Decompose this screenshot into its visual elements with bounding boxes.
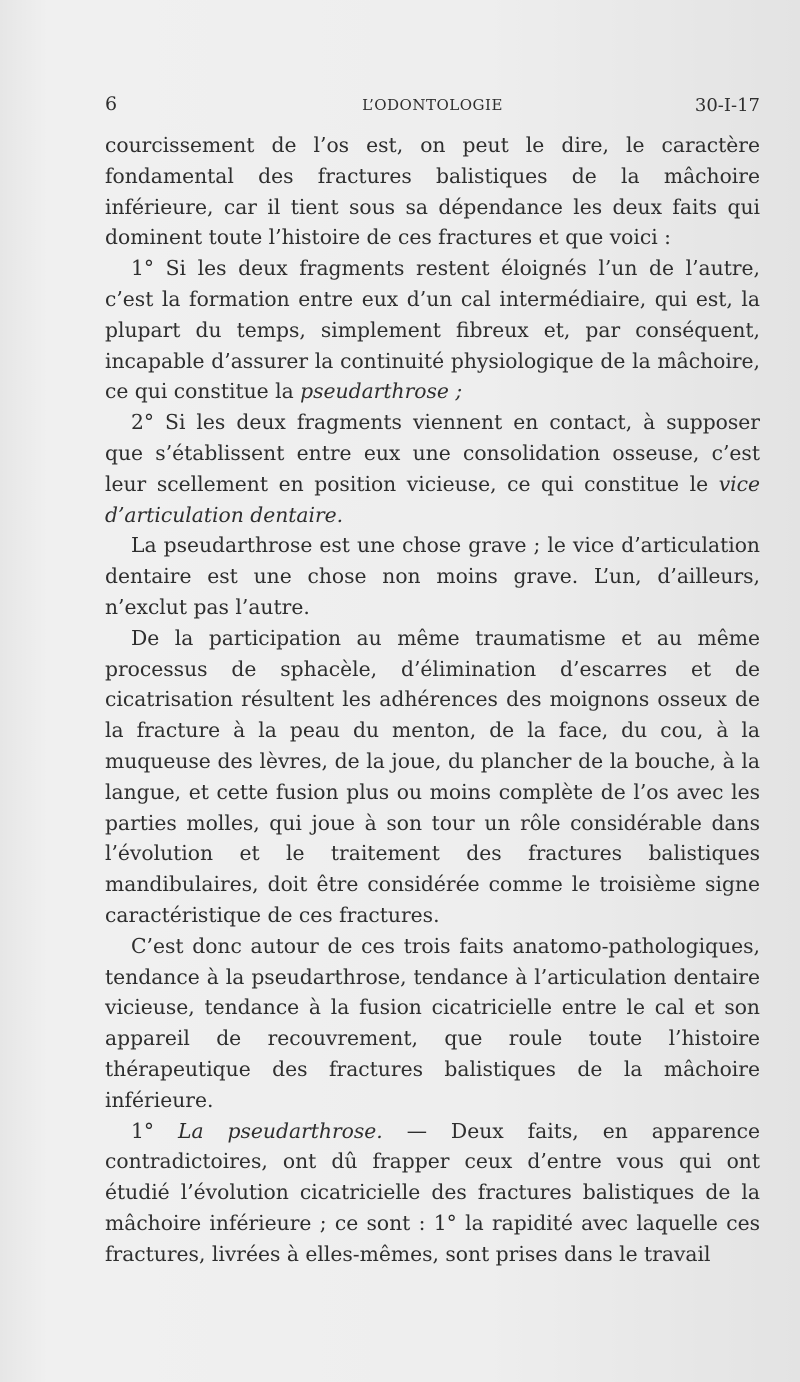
paragraph-text: 1°	[131, 1118, 179, 1143]
paragraph-4	[105, 530, 760, 622]
paragraph-6	[105, 931, 760, 1116]
paragraph-2	[105, 253, 760, 407]
section-heading-italic: La pseudarthrose.	[178, 1118, 383, 1143]
paragraph-text: De la participation au même traumatisme et au même processus de sphacèle, d’élimination d’escarres et de cicatrisation résultent les adhérences des moignons osseux de la fracture à la peau du menton, de la face, du cou, à la muqueuse des lèvres, de la joue, du plancher de la bouche, à la langue, et cette fusion plus ou moins complète de l’os avec les parties molles, qui joue à son tour un rôle considérable dans l’évolution et le traitement des fractures balistiques mandibulaires, doit être considérée comme le troisième signe caractéristique de ces fractures.	[105, 625, 760, 927]
running-header	[105, 93, 760, 123]
paragraph-text: courcissement de l’os est, on peut le dire, le caractère fondamental des fractures balistiques de la mâchoire inférieure, car il tient sous sa dépendance les deux faits qui dominent toute l’histoire de ces fractures et que voici :	[105, 133, 760, 250]
paragraph-1	[105, 130, 760, 253]
paragraph-3	[105, 407, 760, 530]
paragraph-7	[105, 1116, 760, 1270]
journal-title: L’ODONTOLOGIE	[362, 96, 503, 114]
paragraph-text: 2° Si les deux fragments viennent en contact, à supposer que s’établissent entre eux une consolidation osseuse, c’est leur scellement en position vicieuse, ce qui constitue le	[105, 410, 760, 496]
paragraph-text: C’est donc autour de ces trois faits anatomo-pathologiques, tendance à la pseudarthrose, tendance à l’articulation dentaire vicieuse, tendance à la fusion cicatricielle entre le cal et son appareil de recouvrement, que roule toute l’histoire thérapeutique des fractures balistiques de la mâchoire inférieure.	[105, 933, 760, 1112]
paragraph-text: La pseudarthrose est une chose grave ; le vice d’articulation dentaire est une chose non moins grave. L’un, d’ailleurs, n’exclut pas l’autre.	[105, 533, 760, 619]
page-number: 6	[105, 93, 118, 115]
paragraph-text: 1° Si les deux fragments restent éloignés l’un de l’autre, c’est la formation entre eux d’un cal intermédiaire, qui est, la plupart du temps, simplement fibreux et, par conséquent, incapable d’assurer la continuité physiologique de la mâchoire, ce qui constitue la	[105, 256, 760, 404]
article-body	[105, 130, 760, 1269]
italic-term: vice d’articulation dentaire.	[105, 471, 760, 527]
italic-term: pseudarthrose ;	[300, 379, 463, 404]
issue-date: 30-I-17	[694, 95, 760, 116]
paragraph-5	[105, 623, 760, 931]
paragraph-text: — Deux faits, en apparence contradictoires, ont dû frapper ceux d’entre vous qui ont étudié l’évolution cicatricielle des fractures balistiques de la mâchoire inférieure ; ce sont : 1° la rapidité avec laquelle ces fractures, livrées à elles-mêmes, sont prises dans le travail	[105, 1118, 760, 1266]
